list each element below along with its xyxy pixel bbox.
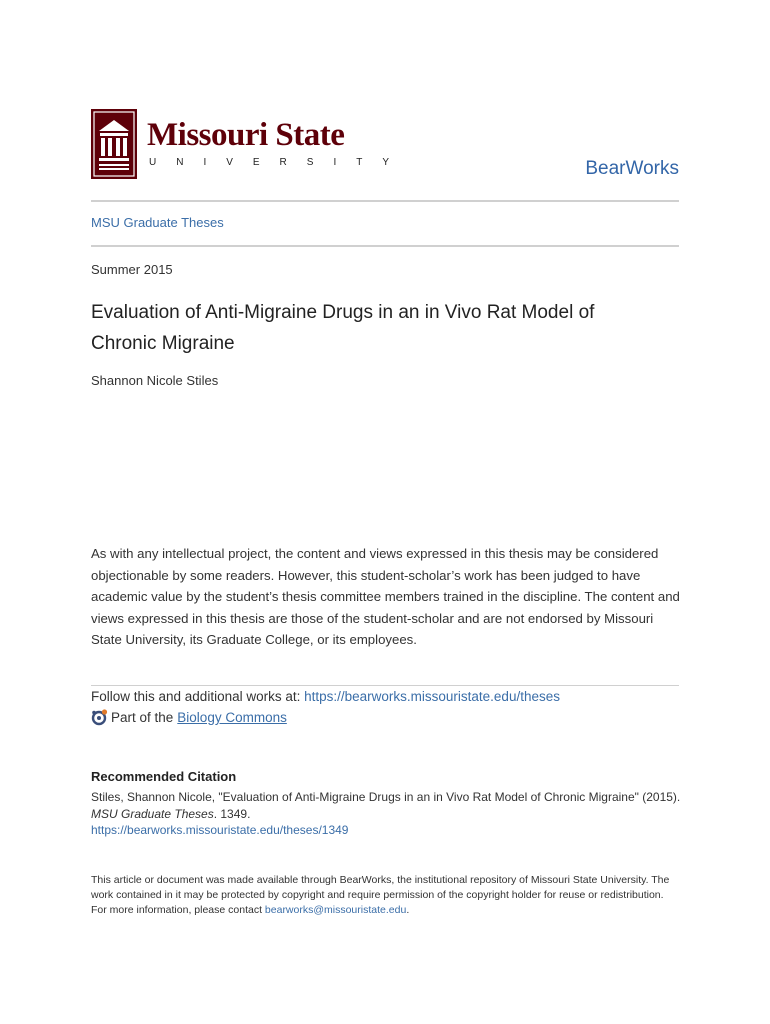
theses-collection-link[interactable]: https://bearworks.missouristate.edu/theses	[304, 689, 560, 704]
cover-page	[91, 0, 679, 1024]
university-logo[interactable]	[91, 109, 410, 184]
contact-label: For more information, please contact	[91, 904, 265, 916]
disclaimer-text: As with any intellectual project, the content and views expressed in this thesis may be considered objectionable by some readers. However, this student-scholar’s work has been judged to have academic value by the student’s thesis committee members trained in the discipline. The content and views expressed in this thesis are those of the student-scholar and are not endorsed by Missouri State University, its Graduate College, or its employees.	[91, 546, 680, 647]
author-name: Shannon Nicole Stiles	[91, 373, 219, 388]
part-of-label: Part of the	[111, 710, 174, 725]
university-seal-icon	[91, 109, 137, 179]
part-of-line	[91, 709, 287, 726]
citation-number: . 1349.	[213, 806, 251, 821]
footer-notice	[91, 873, 681, 918]
follow-line	[91, 689, 560, 704]
university-name: Missouri State	[147, 117, 345, 153]
thesis-title: Evaluation of Anti-Migraine Drugs in an in Vivo Rat Model of Chronic Migraine	[91, 302, 595, 354]
publication-date: Summer 2015	[91, 262, 173, 277]
divider	[91, 200, 679, 202]
divider	[91, 245, 679, 247]
network-icon	[91, 709, 108, 726]
footer-text: This article or document was made available through BearWorks, the institutional repository of Missouri State University. The work contained in it may be protected by copyright and require permission of the copyright holder for reuse or redistribution.	[91, 874, 670, 901]
series-link[interactable]: MSU Graduate Theses	[91, 215, 224, 230]
university-subtitle: UNIVERSITY	[149, 157, 410, 168]
recommended-citation-heading: Recommended Citation	[91, 769, 237, 784]
bearworks-logo[interactable]: BearWorks	[585, 158, 679, 179]
citation-url-link[interactable]: https://bearworks.missouristate.edu/theses/1349	[91, 823, 349, 837]
citation-body: Stiles, Shannon Nicole, "Evaluation of Anti-Migraine Drugs in an in Vivo Rat Model of Chronic Migraine" (2015).	[91, 790, 681, 804]
footer-end: .	[406, 904, 410, 916]
citation-text	[91, 789, 681, 839]
follow-label: Follow this and additional works at:	[91, 689, 305, 704]
biology-commons-link[interactable]: Biology Commons	[177, 710, 287, 725]
contact-email-link[interactable]: bearworks@missouristate.edu	[264, 904, 407, 916]
divider	[91, 685, 679, 686]
citation-series: MSU Graduate Theses	[91, 806, 214, 821]
